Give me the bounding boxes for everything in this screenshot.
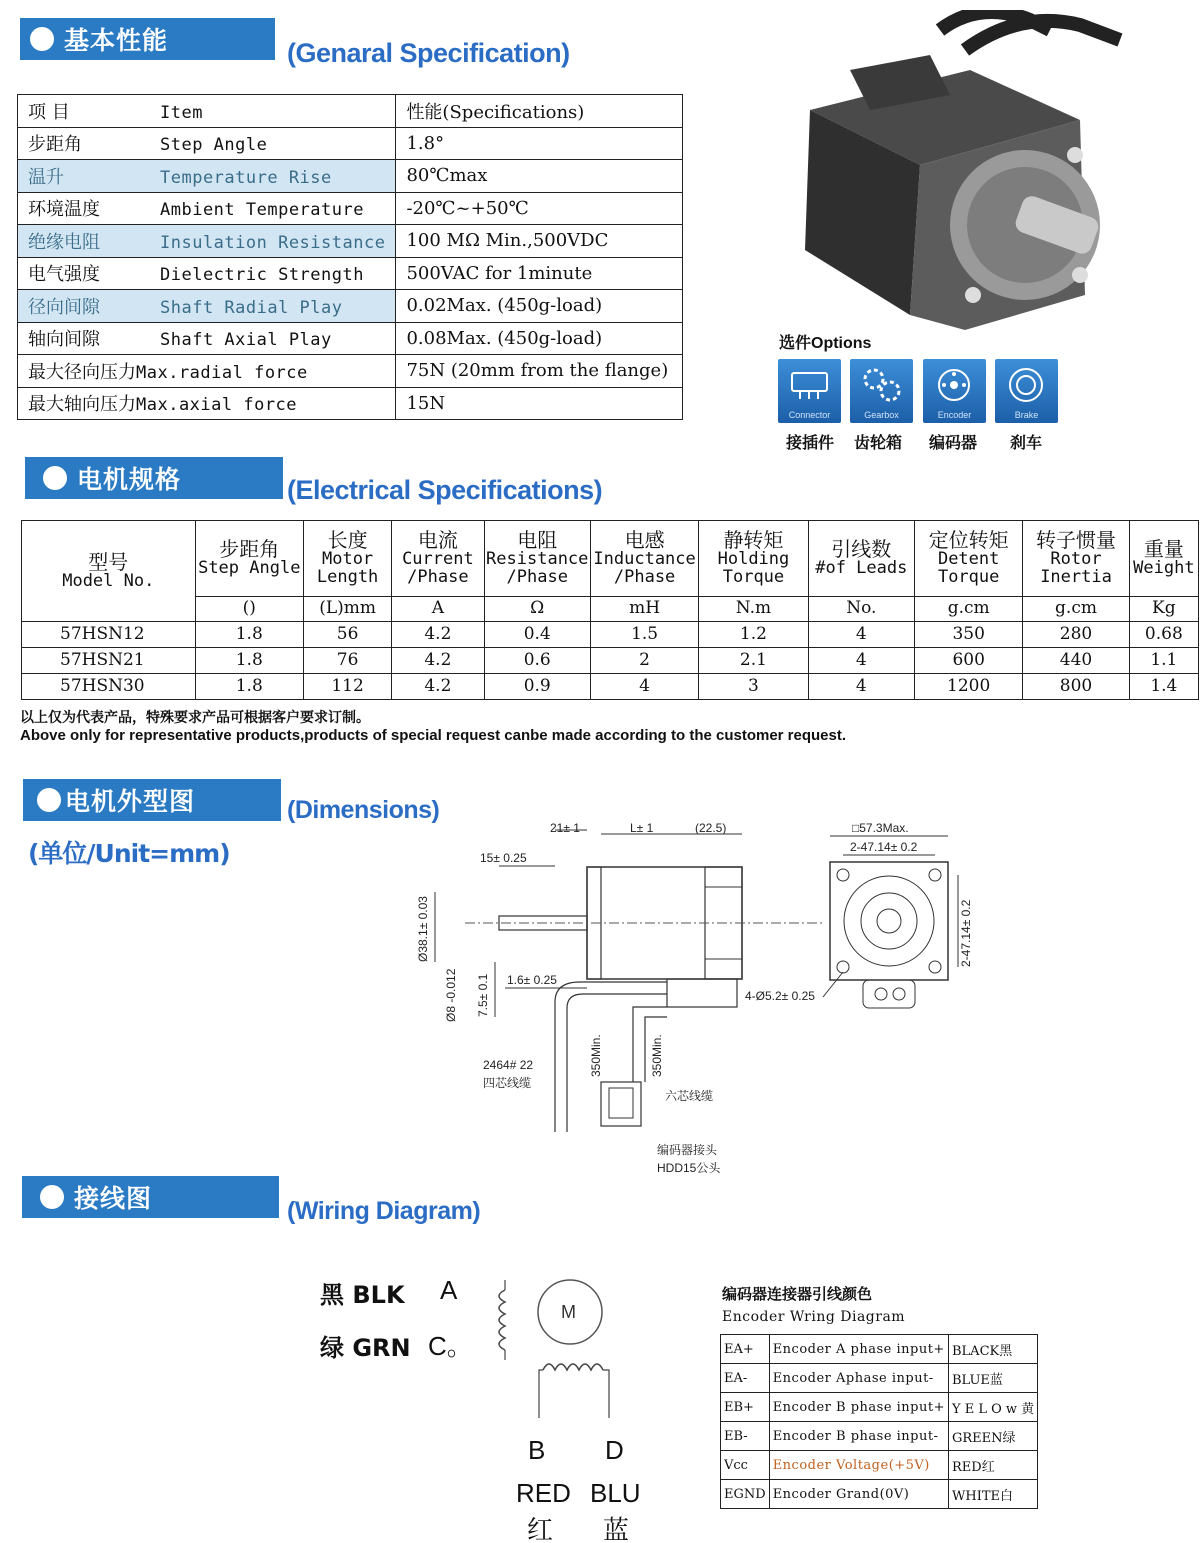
table-header-row (18, 95, 683, 128)
general-spec-table (17, 94, 683, 420)
table-cell: 3 (699, 674, 808, 700)
unit-cell: g.cm (1023, 597, 1129, 622)
table-row (721, 1451, 1038, 1480)
table-cell: 4.2 (392, 674, 484, 700)
dim-label: Ø38.1± 0.03 (416, 896, 430, 962)
motor-product-image (790, 10, 1200, 330)
table-cell: 2 (590, 648, 698, 674)
pin-cell: EA- (721, 1364, 770, 1393)
bullet-dot (37, 788, 61, 812)
dim-label: 4-Ø5.2± 0.25 (745, 989, 815, 1003)
row-cn: 电气强度 (28, 264, 100, 286)
option-label-cn: 接插件 (786, 433, 835, 452)
table-cell: 2.1 (699, 648, 808, 674)
table-row (721, 1422, 1038, 1451)
table-row (18, 192, 683, 225)
row-en: Max.radial force (136, 362, 308, 383)
table-cell: 1.8 (195, 648, 303, 674)
unit-cell: (L)mm (303, 597, 391, 622)
dim-label: 1.6± 0.25 (507, 973, 557, 987)
table-row (18, 127, 683, 160)
desc-cell: Encoder B phase input+ (769, 1393, 948, 1422)
wire-green-label: 绿 GRN (320, 1334, 411, 1362)
unit-cell: Kg (1129, 597, 1198, 622)
row-cn: 轴向间隙 (28, 329, 100, 351)
six-core-label: 六芯线缆 (665, 1089, 714, 1103)
table-cell: 350 (914, 622, 1022, 648)
bullet-dot (40, 1185, 64, 1209)
header-length: 长度 Motor Length (303, 521, 391, 597)
row-value: 0.08Max. (450g-load) (396, 322, 683, 355)
table-cell: 800 (1023, 674, 1129, 700)
table-cell: 1.8 (195, 674, 303, 700)
table-row (18, 387, 683, 420)
header-inductance: 电感 Inductance /Phase (590, 521, 698, 597)
section-title-cn: 接线图 (74, 1184, 153, 1213)
section-title-cn: 电机规格 (77, 465, 182, 494)
option-gearbox[interactable] (850, 359, 913, 423)
header-leads: 引线数 #of Leads (808, 521, 914, 597)
desc-cell: Encoder B phase input- (769, 1422, 948, 1451)
row-en: Temperature Rise (160, 167, 332, 188)
wire-c-label: C。 (428, 1331, 473, 1361)
table-cell: 4.2 (392, 648, 484, 674)
row-cn: 温升 (28, 166, 64, 188)
header-rotor-inertia: 转子惯量 Rotor Inertia (1023, 521, 1129, 597)
row-value: 80℃max (396, 160, 683, 193)
color-cell: GREEN绿 (949, 1422, 1038, 1451)
dimension-drawing (405, 812, 990, 1177)
table-row (22, 648, 1199, 674)
dim-label: 7.5± 0.1 (476, 973, 490, 1017)
header-step-angle: 步距角 Step Angle (195, 521, 303, 597)
header-holding-torque: 静转矩 Holding Torque (699, 521, 808, 597)
table-cell: 56 (303, 622, 391, 648)
note-en: Above only for representative products,products of special request canbe made according to the customer request. (20, 727, 847, 744)
row-cn: 径向间隙 (28, 296, 100, 318)
table-cell: 4 (808, 648, 914, 674)
bullet-dot (30, 27, 54, 51)
row-en: Max.axial force (136, 395, 298, 416)
table-cell: 4 (590, 674, 698, 700)
dim-label: 21± 1 (550, 821, 580, 835)
unit-cell: A (392, 597, 484, 622)
desc-cell: Encoder Aphase input- (769, 1364, 948, 1393)
section-header-dimensions (23, 779, 281, 821)
cable-cn: 四芯线缆 (483, 1076, 532, 1090)
hdd-label: HDD15公头 (657, 1161, 721, 1175)
dim-label: 15± 0.25 (480, 851, 527, 865)
color-cell: Y E L O w 黄 (949, 1393, 1038, 1422)
option-icon-label: Brake (1014, 410, 1039, 420)
table-cell: 1.1 (1129, 648, 1198, 674)
table-cell: 1.8 (195, 622, 303, 648)
section-title-en: (Wiring Diagram) (287, 1197, 481, 1225)
wire-blu-label: BLU (590, 1478, 641, 1508)
pin-cell: EB- (721, 1422, 770, 1451)
header-cn: 项 目 (28, 101, 70, 123)
desc-cell: Encoder Grand(0V) (769, 1480, 948, 1509)
cell-model: 57HSN30 (22, 674, 196, 700)
option-brake[interactable] (995, 359, 1058, 423)
electrical-spec-table (21, 520, 1199, 700)
option-label-cn: 齿轮箱 (854, 433, 903, 452)
section-title-en: (Genaral Specification) (287, 38, 570, 68)
table-cell: 1200 (914, 674, 1022, 700)
wire-d-label: D (605, 1435, 624, 1465)
table-row (18, 160, 683, 193)
unit-cell: mH (590, 597, 698, 622)
encoder-icon (923, 359, 986, 409)
row-en: Ambient Temperature (160, 200, 364, 221)
dim-label: (22.5) (695, 821, 727, 835)
option-connector[interactable] (778, 359, 841, 423)
table-cell: 280 (1023, 622, 1129, 648)
pin-cell: EA+ (721, 1335, 770, 1364)
row-value: 100 MΩ Min.,500VDC (396, 225, 683, 258)
header-en: Item (160, 102, 203, 123)
cable-length: 350Min. (589, 1034, 603, 1077)
table-row (721, 1480, 1038, 1509)
table-row (721, 1393, 1038, 1422)
table-row (18, 322, 683, 355)
motor-coil-diagram (485, 1270, 635, 1430)
table-cell: 0.9 (484, 674, 590, 700)
row-cn: 绝缘电阻 (28, 231, 100, 253)
brake-icon (995, 359, 1058, 409)
row-value: 0.02Max. (450g-load) (396, 290, 683, 323)
header-model: 型号 Model No. (22, 521, 196, 622)
dim-label: 2-47.14± 0.2 (959, 899, 973, 967)
header-resistance: 电阻 Resistance /Phase (484, 521, 590, 597)
row-value: 1.8° (396, 127, 683, 160)
unit-cell: No. (808, 597, 914, 622)
row-en: Insulation Resistance (160, 232, 386, 253)
section-title-cn: 基本性能 (64, 26, 169, 55)
row-value: 500VAC for 1minute (396, 257, 683, 290)
option-label-cn: 编码器 (929, 433, 978, 452)
table-cell: 0.4 (484, 622, 590, 648)
encoder-wiring-table (720, 1334, 1038, 1509)
table-cell: 600 (914, 648, 1022, 674)
table-cell: 76 (303, 648, 391, 674)
table-row (18, 355, 683, 388)
table-cell: 0.6 (484, 648, 590, 674)
section-header-general (20, 18, 275, 60)
wire-blu-cn: 蓝 (603, 1516, 630, 1543)
cable-spec: 2464# 22 (483, 1058, 534, 1072)
row-value: -20℃~+50℃ (396, 192, 683, 225)
table-cell: 4.2 (392, 622, 484, 648)
cable-length: 350Min. (650, 1034, 664, 1077)
desc-cell: Encoder Voltage(+5V) (769, 1451, 948, 1480)
header-detent-torque: 定位转矩 Detent Torque (914, 521, 1022, 597)
row-en: Shaft Axial Play (160, 330, 332, 351)
option-icon-label: Gearbox (864, 410, 899, 420)
wire-a-label: A (440, 1275, 458, 1305)
section-header-electrical (25, 457, 283, 499)
table-row (721, 1364, 1038, 1393)
cell-model: 57HSN21 (22, 648, 196, 674)
color-cell: BLACK黑 (949, 1335, 1038, 1364)
pin-cell: EB+ (721, 1393, 770, 1422)
header-weight: 重量 Weight (1129, 521, 1198, 597)
table-cell: 1.5 (590, 622, 698, 648)
encoder-connector-label: 编码器接头 (657, 1143, 718, 1157)
row-en: Dielectric Strength (160, 265, 364, 286)
table-row (18, 290, 683, 323)
table-cell: 4 (808, 674, 914, 700)
header-current: 电流 Current /Phase (392, 521, 484, 597)
row-value: 15N (396, 387, 683, 420)
row-en: Step Angle (160, 135, 268, 156)
unit-cell: () (195, 597, 303, 622)
wire-black-label: 黑 BLK (320, 1281, 405, 1309)
table-header-row (22, 521, 1199, 597)
table-units-row (22, 597, 1199, 622)
unit-cell: Ω (484, 597, 590, 622)
color-cell: WHITE白 (949, 1480, 1038, 1509)
row-cn: 环境温度 (28, 199, 100, 221)
table-cell: 440 (1023, 648, 1129, 674)
wire-red-label: RED (516, 1478, 571, 1508)
unit-cell: g.cm (914, 597, 1022, 622)
gearbox-icon (850, 359, 913, 409)
table-cell: 4 (808, 622, 914, 648)
unit-cell: N.m (699, 597, 808, 622)
section-title-cn: 电机外型图 (65, 787, 196, 816)
dim-label: Ø8 -0.012 (444, 968, 458, 1022)
header-value: 性能(Specifications) (396, 95, 683, 128)
connector-icon (778, 359, 841, 409)
dim-label: L± 1 (630, 821, 654, 835)
table-row (18, 225, 683, 258)
row-cn: 最大径向压力 (28, 361, 136, 383)
section-header-wiring (22, 1176, 279, 1218)
table-cell: 1.4 (1129, 674, 1198, 700)
table-row (22, 674, 1199, 700)
color-cell: BLUE蓝 (949, 1364, 1038, 1393)
cell-model: 57HSN12 (22, 622, 196, 648)
wire-b-label: B (528, 1435, 546, 1465)
pin-cell: Vcc (721, 1451, 770, 1480)
note-cn: 以上仅为代表产品，特殊要求产品可根据客户要求订制。 (20, 710, 370, 726)
section-title-en: (Dimensions) (287, 796, 440, 824)
table-row (721, 1335, 1038, 1364)
bullet-dot (43, 466, 67, 490)
option-icon-label: Encoder (937, 410, 972, 420)
table-cell: 112 (303, 674, 391, 700)
row-value: 75N (20mm from the flange) (396, 355, 683, 388)
row-cn: 最大轴向压力 (28, 394, 136, 416)
row-cn: 步距角 (28, 134, 82, 156)
option-icon-label: Connector (788, 410, 831, 420)
dim-label: 2-47.14± 0.2 (850, 840, 918, 854)
options-title: 选件Options (779, 335, 872, 352)
color-cell: RED红 (949, 1451, 1038, 1480)
motor-label: M (561, 1302, 576, 1322)
dim-label: □57.3Max. (852, 821, 909, 835)
row-en: Shaft Radial Play (160, 297, 343, 318)
encoder-subtitle: Encoder Wring Diagram (722, 1309, 906, 1325)
section-title-en: (Electrical Specifications) (287, 475, 603, 505)
option-encoder[interactable] (923, 359, 986, 423)
desc-cell: Encoder A phase input+ (769, 1335, 948, 1364)
unit-label: (单位/Unit=mm) (28, 839, 230, 868)
option-label-cn: 刹车 (1010, 433, 1043, 452)
pin-cell: EGND (721, 1480, 770, 1509)
table-row (18, 257, 683, 290)
encoder-title: 编码器连接器引线颜色 (722, 1285, 873, 1303)
table-cell: 0.68 (1129, 622, 1198, 648)
table-cell: 1.2 (699, 622, 808, 648)
table-row (22, 622, 1199, 648)
wire-red-cn: 红 (527, 1516, 554, 1543)
